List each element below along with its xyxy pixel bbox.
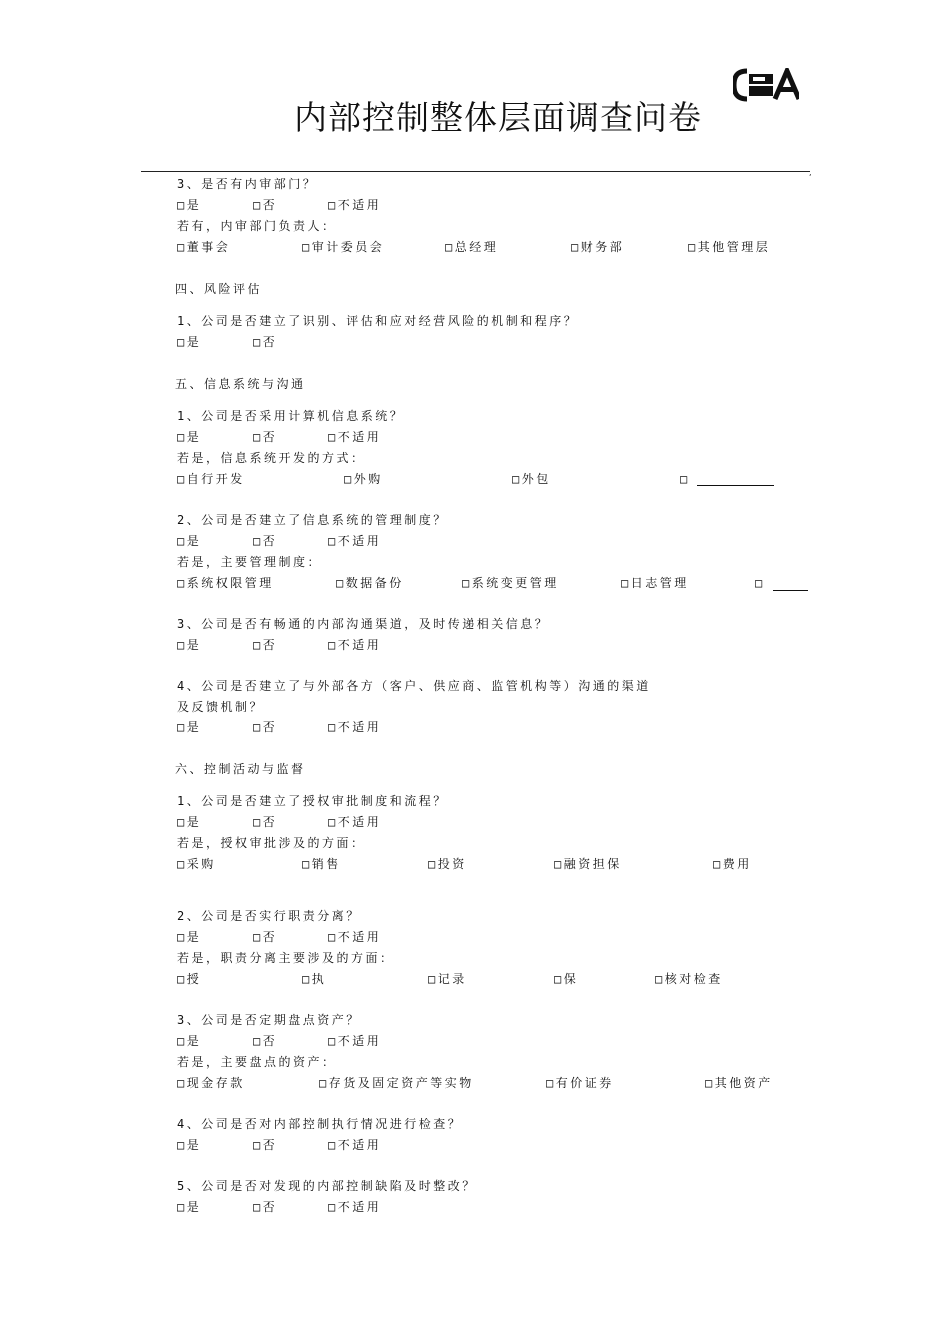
option[interactable]: □费用: [713, 857, 752, 871]
option[interactable]: □数据备份: [336, 576, 404, 590]
option-no[interactable]: □否: [253, 198, 278, 212]
option[interactable]: □记录: [428, 972, 467, 986]
option-yes[interactable]: □是: [177, 638, 202, 652]
option-yes[interactable]: □是: [177, 1034, 202, 1048]
option-na[interactable]: □不适用: [328, 1138, 382, 1152]
option-yes[interactable]: □是: [177, 930, 202, 944]
option-no[interactable]: □否: [253, 815, 278, 829]
option[interactable]: □采购: [177, 857, 216, 871]
option[interactable]: □授: [177, 972, 202, 986]
question-line: 及反馈机制？: [177, 700, 265, 714]
option[interactable]: □融资担保: [554, 857, 622, 871]
option[interactable]: □外购: [344, 472, 383, 486]
option[interactable]: □外包: [512, 472, 551, 486]
question-line: 3、是否有内审部门？: [177, 177, 318, 191]
option[interactable]: □存货及固定资产等实物: [319, 1076, 474, 1090]
option[interactable]: □财务部: [571, 240, 625, 254]
option-na[interactable]: □不适用: [328, 198, 382, 212]
option-na[interactable]: □不适用: [328, 638, 382, 652]
rule-mark: ,: [809, 168, 812, 177]
question-line: 4、公司是否对内部控制执行情况进行检查？: [177, 1117, 463, 1131]
option[interactable]: □核对检查: [655, 972, 723, 986]
question-line: 4、公司是否建立了与外部各方（客户、供应商、监管机构等）沟通的渠道: [177, 679, 651, 693]
option[interactable]: □投资: [428, 857, 467, 871]
option-na[interactable]: □不适用: [328, 720, 382, 734]
question-line: 3、公司是否定期盘点资产？: [177, 1013, 361, 1027]
option-yes[interactable]: □是: [177, 1200, 202, 1214]
option-no[interactable]: □否: [253, 1034, 278, 1048]
option-yes[interactable]: □是: [177, 198, 202, 212]
sub-question: 若是，主要盘点的资产：: [177, 1055, 337, 1069]
option[interactable]: □其他管理层: [688, 240, 771, 254]
option-other[interactable]: □: [755, 576, 765, 590]
option[interactable]: □销售: [302, 857, 341, 871]
option[interactable]: □总经理: [445, 240, 499, 254]
option[interactable]: □有价证券: [546, 1076, 614, 1090]
option[interactable]: □保: [554, 972, 579, 986]
option-yes[interactable]: □是: [177, 430, 202, 444]
option[interactable]: □系统变更管理: [462, 576, 559, 590]
section-heading: 五、信息系统与沟通: [175, 377, 306, 391]
option-na[interactable]: □不适用: [328, 1200, 382, 1214]
option-no[interactable]: □否: [253, 335, 278, 349]
sub-question: 若是，信息系统开发的方式：: [177, 451, 366, 465]
section-heading: 四、风险评估: [175, 282, 263, 296]
option-no[interactable]: □否: [253, 534, 278, 548]
option-no[interactable]: □否: [253, 638, 278, 652]
option-na[interactable]: □不适用: [328, 930, 382, 944]
option[interactable]: □其他资产: [705, 1076, 773, 1090]
option[interactable]: □董事会: [177, 240, 231, 254]
option-no[interactable]: □否: [253, 430, 278, 444]
option-na[interactable]: □不适用: [328, 815, 382, 829]
option-no[interactable]: □否: [253, 720, 278, 734]
question-line: 1、公司是否建立了授权审批制度和流程？: [177, 794, 448, 808]
option-yes[interactable]: □是: [177, 720, 202, 734]
sub-question: 若是，职责分离主要涉及的方面：: [177, 951, 395, 965]
page-title: 内部控制整体层面调查问卷: [294, 98, 702, 137]
option-yes[interactable]: □是: [177, 335, 202, 349]
option[interactable]: □系统权限管理: [177, 576, 274, 590]
header-rule: [141, 171, 810, 172]
question-line: 2、公司是否建立了信息系统的管理制度？: [177, 513, 448, 527]
question-line: 1、公司是否建立了识别、评估和应对经营风险的机制和程序？: [177, 314, 579, 328]
option-yes[interactable]: □是: [177, 534, 202, 548]
option-no[interactable]: □否: [253, 930, 278, 944]
cpa-logo: [733, 68, 799, 102]
question-line: 1、公司是否采用计算机信息系统？: [177, 409, 405, 423]
question-line: 5、公司是否对发现的内部控制缺陷及时整改？: [177, 1179, 477, 1193]
option[interactable]: □日志管理: [621, 576, 689, 590]
fill-in-blank[interactable]: [773, 590, 808, 591]
option[interactable]: □审计委员会: [302, 240, 385, 254]
option-na[interactable]: □不适用: [328, 430, 382, 444]
option-na[interactable]: □不适用: [328, 1034, 382, 1048]
option-no[interactable]: □否: [253, 1138, 278, 1152]
option-other[interactable]: □: [680, 472, 690, 486]
option[interactable]: □执: [302, 972, 327, 986]
option-no[interactable]: □否: [253, 1200, 278, 1214]
section-heading: 六、控制活动与监督: [175, 762, 306, 776]
sub-question: 若有，内审部门负责人：: [177, 219, 337, 233]
option-yes[interactable]: □是: [177, 1138, 202, 1152]
option[interactable]: □自行开发: [177, 472, 245, 486]
question-line: 2、公司是否实行职责分离？: [177, 909, 361, 923]
option[interactable]: □现金存款: [177, 1076, 245, 1090]
option-na[interactable]: □不适用: [328, 534, 382, 548]
sub-question: 若是，授权审批涉及的方面：: [177, 836, 366, 850]
fill-in-blank[interactable]: [697, 485, 774, 486]
question-line: 3、公司是否有畅通的内部沟通渠道，及时传递相关信息？: [177, 617, 550, 631]
sub-question: 若是，主要管理制度：: [177, 555, 323, 569]
option-yes[interactable]: □是: [177, 815, 202, 829]
